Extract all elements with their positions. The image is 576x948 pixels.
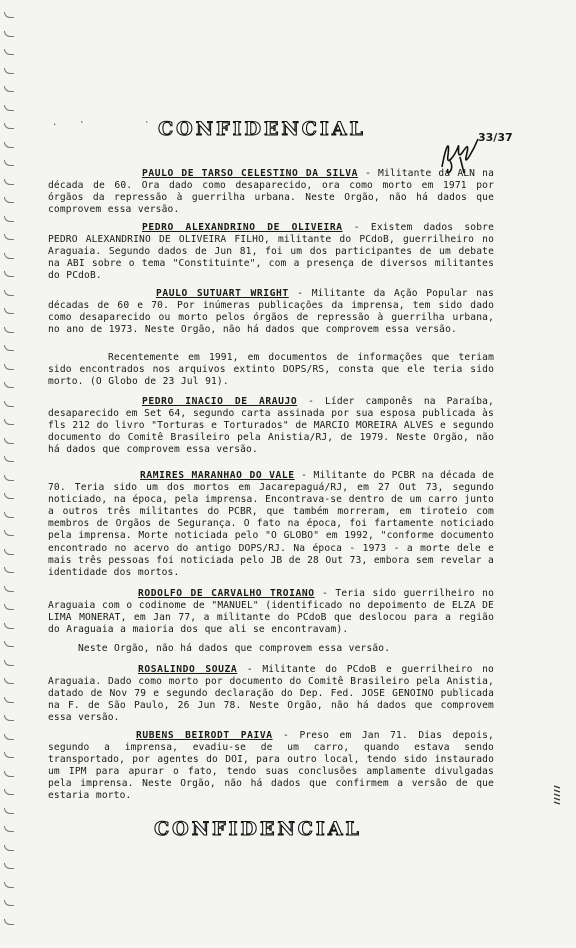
entry-body: - Militante do PCdoB e guerrilheiro no Araguaia. Dado como morto por documento do Comitê Brasileiro pela Anistia, datado de Nov 79 e segundo declaração do Dep. Fed. JOSE GENOINO publicada na F. de São Paulo, 26 Jun 78. Neste Orgão, não há dados que comprovem essa versão. xyxy=(48,664,494,724)
feed-hole xyxy=(4,919,14,925)
feed-hole xyxy=(4,530,14,536)
entry-rubens-paiva xyxy=(48,730,494,803)
feed-hole xyxy=(4,271,14,277)
feed-hole xyxy=(4,49,14,55)
feed-hole xyxy=(4,882,14,888)
feed-hole xyxy=(4,641,14,647)
entry-name: PAULO SUTUART WRIGHT xyxy=(156,288,289,299)
feed-hole xyxy=(4,734,14,740)
entry-body: - Militante da Ação Popular nas décadas de 60 e 70. Por inúmeras publicações da imprensa, tem sido dado como desaparecido ou morto pelos órgãos de repressão à guerrilha urbana, no ano de 1973. Neste Orgão, não há dados que comprovem essa versão. xyxy=(48,288,494,336)
feed-hole xyxy=(4,419,14,425)
feed-hole xyxy=(4,623,14,629)
entry-pedro-inacio xyxy=(48,396,494,456)
feed-hole xyxy=(4,308,14,314)
entry-body: Recentemente em 1991, em documentos de informações que teriam sido encontrados nos arquivos extinto DOPS/RS, consta que ele teria sido morto. (O Globo de 23 Jul 91). xyxy=(48,352,494,388)
feed-hole xyxy=(4,401,14,407)
entry-pedro-alexandrino xyxy=(48,222,494,282)
feed-hole xyxy=(4,715,14,721)
feed-hole xyxy=(4,697,14,703)
feed-hole xyxy=(4,234,14,240)
entry-rodolfo xyxy=(48,588,494,636)
entry-body: - Militante da ALN na década de 60. Ora dado como desaparecido, ora como morto em 1971 por órgãos da repressão à guerrilha urbana. Neste Orgão, não há dados que comprovem essa versão. xyxy=(48,168,494,216)
entry-paulo-de-tarso xyxy=(48,168,494,216)
scan-specks: . · · xyxy=(52,118,150,128)
entry-name: PAULO DE TARSO CELESTINO DA SILVA xyxy=(142,168,359,179)
feed-hole xyxy=(4,493,14,499)
feed-hole xyxy=(4,771,14,777)
tractor-feed-holes xyxy=(4,12,18,932)
feed-hole xyxy=(4,105,14,111)
feed-hole xyxy=(4,475,14,481)
feed-hole xyxy=(4,845,14,851)
entry-name: ROSALINDO SOUZA xyxy=(138,664,238,675)
entry-body: - Militante do PCBR na década de 70. Teria sido um dos mortos em Jacarepaguá/RJ, em 27 Out 73, segundo noticiado, na época, pela imprensa. Encontrava-se dentro de um carro junto a outros três militantes do PCBR, que também morreram, em tiroteio com membros de Orgãos de Segurança. O fato na época, foi fartamente noticiado pela imprensa. Morte noticiada pelo "O GLOBO" em 1992, "conforme documento encontrado no acervo do antigo DOPS/RJ. Na época - 1973 - a morte dele e mais três pessoas foi noticiada pelo JB de 28 Out 73, embora sem revelar a identidade dos mortos. xyxy=(48,470,494,578)
entry-name: RAMIRES MARANHAO DO VALE xyxy=(140,470,295,481)
feed-hole xyxy=(4,382,14,388)
entry-ramires xyxy=(48,470,494,579)
feed-hole xyxy=(4,160,14,166)
entry-name: RUBENS BEIRODT PAIVA xyxy=(136,730,273,741)
scan-artifact xyxy=(552,784,562,806)
feed-hole xyxy=(4,345,14,351)
feed-hole xyxy=(4,752,14,758)
entry-rodolfo-note xyxy=(48,643,494,655)
confidential-stamp-top: CONFIDENCIAL xyxy=(158,118,366,140)
entry-name: PEDRO INACIO DE ARAUJO xyxy=(142,396,298,407)
feed-hole xyxy=(4,197,14,203)
feed-hole xyxy=(4,512,14,518)
entry-name: PEDRO ALEXANDRINO DE OLIVEIRA xyxy=(142,222,343,233)
entry-body: - Existem dados sobre PEDRO ALEXANDRINO DE OLIVEIRA FILHO, militante do PCdoB, guerrilheiro no Araguaia. Segundo dados de Jun 81, foi um dos participantes de um debate na ABI sobre o tema "Constituinte", com a presença de diversos militantes do PCdoB. xyxy=(48,222,494,282)
feed-hole xyxy=(4,456,14,462)
feed-hole xyxy=(4,327,14,333)
page-number: 33/37 xyxy=(478,131,513,144)
entry-paulo-wright xyxy=(48,288,494,336)
feed-hole xyxy=(4,863,14,869)
feed-hole xyxy=(4,586,14,592)
entry-name: RODOLFO DE CARVALHO TROIANO xyxy=(138,588,315,599)
entry-body: - Líder camponês na Paraíba, desaparecido em Set 64, segundo carta assinada por sua esposa publicada às fls 212 do livro "Torturas e Torturados" de MARCIO MOREIRA ALVES e segundo documento do Comitê Brasileiro pela Anistia/RJ, de 1979. Neste Orgão, não há dados que comprovem essa versão. xyxy=(48,396,494,456)
confidential-stamp-bottom: CONFIDENCIAL xyxy=(154,818,362,840)
feed-hole xyxy=(4,808,14,814)
entry-body: - Teria sido guerrilheiro no Araguaia com o codinome de "MANUEL" (identificado no depoimento de ELZA DE LIMA MONERAT, em Jan 77, a militante do PCdoB que deslocou para a região do Araguaia a maioria dos que ali se encontravam). xyxy=(48,588,494,636)
feed-hole xyxy=(4,364,14,370)
feed-hole xyxy=(4,86,14,92)
entry-paulo-wright-note xyxy=(48,352,494,388)
feed-hole xyxy=(4,678,14,684)
feed-hole xyxy=(4,179,14,185)
feed-hole xyxy=(4,789,14,795)
entry-body: - Preso em Jan 71. Dias depois, segundo a imprensa, evadiu-se de um carro, quando estava sendo transportado, por agentes do DOI, para outro local, tendo sido instaurado um IPM para apurar o fato, tendo suas conclusões amplamente divulgadas pela imprensa. Neste Orgão, não há dados que confirmem a versão de que estaria morto. xyxy=(48,730,494,802)
feed-hole xyxy=(4,567,14,573)
feed-hole xyxy=(4,216,14,222)
feed-hole xyxy=(4,438,14,444)
entry-rosalindo xyxy=(48,664,494,724)
feed-hole xyxy=(4,660,14,666)
feed-hole xyxy=(4,290,14,296)
feed-hole xyxy=(4,253,14,259)
feed-hole xyxy=(4,900,14,906)
feed-hole xyxy=(4,142,14,148)
feed-hole xyxy=(4,604,14,610)
feed-hole xyxy=(4,549,14,555)
entry-body: Neste Orgão, não há dados que comprovem essa versão. xyxy=(78,643,391,654)
feed-hole xyxy=(4,31,14,37)
feed-hole xyxy=(4,12,14,18)
feed-hole xyxy=(4,68,14,74)
